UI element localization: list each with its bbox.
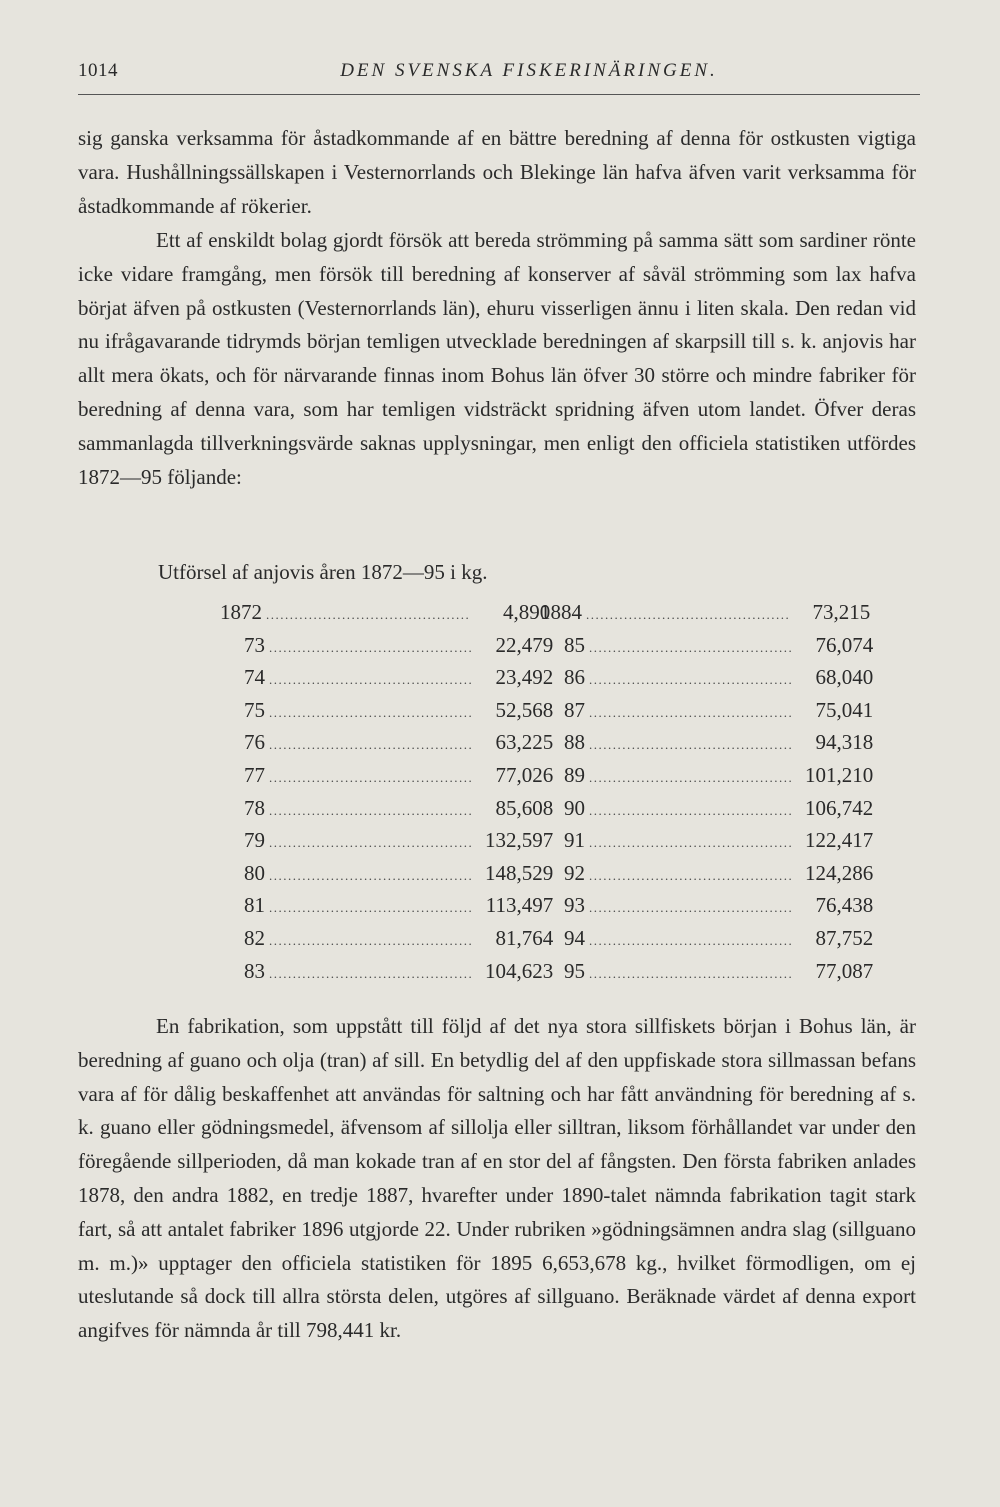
table-row — [220, 661, 554, 694]
leader-dots: ........................................... — [589, 932, 794, 948]
row-year: 83 — [244, 958, 265, 983]
row-value: 87,752 — [815, 925, 874, 950]
row-value: 77,026 — [495, 762, 554, 787]
row-value: 63,225 — [495, 730, 554, 755]
table-row — [540, 759, 874, 792]
leader-dots: ........................................... — [589, 769, 794, 785]
row-year: 76 — [244, 730, 265, 755]
table-row — [540, 661, 874, 694]
leader-dots: ........................................... — [269, 704, 474, 720]
table-row — [220, 955, 554, 988]
leader-dots: ........................................... — [589, 835, 794, 851]
table-column-left — [220, 596, 554, 987]
header-rule — [78, 94, 920, 95]
leader-dots: ........................................... — [589, 704, 794, 720]
leader-dots: ........................................... — [269, 802, 474, 818]
paragraph-1: sig ganska verksamma för åstadkommande af en bättre beredning af denna för ostkusten vigtiga vara. Hushållningssällskapen i Vesternorrlands och Blekinge län hafva äfven varit verksamma för åstadkommande af rökerier. — [78, 126, 916, 218]
row-year: 73 — [244, 632, 265, 657]
row-value: 132,597 — [485, 828, 554, 853]
paragraph-2: Ett af enskildt bolag gjordt försök att bereda strömming på samma sätt som sardiner rönte icke vidare framgång, men försök till beredning af konserver af såväl strömming som lax hafva börjat äfven på ostkusten (Vesternorrlands län), ehuru visserligen ännu i liten skala. Den redan vid nu ifrågavarande tidrymds början temligen utvecklade beredningen af skarpsill till s. k. anjovis har allt mera ökats, och för närvarande finnas inom Bohus län öfver 30 större och mindre fabriker för beredning af denna vara, som har temligen vidsträckt spridning äfven utom landet. Öfver deras sammanlagda tillverkningsvärde saknas upplysningar, men enligt den officiela statistiken utfördes 1872—95 följande: — [78, 228, 916, 489]
leader-dots: ........................................... — [589, 639, 794, 655]
leader-dots: ........................................... — [266, 607, 471, 622]
row-year: 87 — [564, 697, 585, 722]
table-row — [220, 694, 554, 727]
row-year: 81 — [244, 893, 265, 918]
running-title: DEN SVENSKA FISKERINÄRINGEN. — [340, 60, 718, 81]
row-year: 1872 — [220, 600, 262, 624]
table-column-right — [540, 596, 874, 987]
table-row — [220, 629, 554, 662]
table-row — [220, 726, 554, 759]
leader-dots: ........................................... — [269, 835, 474, 851]
table-caption: Utförsel af anjovis åren 1872—95 i kg. — [158, 560, 488, 584]
table-row — [540, 955, 874, 988]
page-number: 1014 — [78, 60, 118, 81]
row-value: 52,568 — [495, 697, 554, 722]
table-row — [540, 857, 874, 890]
row-value: 85,608 — [495, 795, 554, 820]
row-year: 95 — [564, 958, 585, 983]
row-value: 94,318 — [815, 730, 874, 755]
leader-dots: ........................................... — [589, 900, 794, 916]
row-value: 22,479 — [495, 632, 554, 657]
table-row — [220, 792, 554, 825]
row-value: 23,492 — [495, 665, 554, 690]
leader-dots: ........................................... — [269, 769, 474, 785]
row-year: 91 — [564, 828, 585, 853]
row-year: 77 — [244, 762, 265, 787]
row-value: 106,742 — [805, 795, 874, 820]
table-row — [540, 824, 874, 857]
table-row — [540, 629, 874, 662]
table-row — [540, 596, 871, 629]
leader-dots: ........................................... — [589, 802, 794, 818]
table-row — [220, 759, 554, 792]
row-year: 94 — [564, 925, 585, 950]
row-year: 88 — [564, 730, 585, 755]
row-value: 77,087 — [815, 958, 874, 983]
table-row — [540, 726, 874, 759]
table-row — [220, 922, 554, 955]
table-row — [220, 824, 554, 857]
row-year: 89 — [564, 762, 585, 787]
row-year: 78 — [244, 795, 265, 820]
paragraph-3: En fabrikation, som uppstått till följd af det nya stora sillfiskets början i Bohus län, är beredning af guano och olja (tran) af sill. En betydlig del af den uppfiskade stora sillmassan befans vara af för dålig beskaffenhet att användas för saltning och har fått användning för beredning af s. k. guano eller gödningsmedel, äfvensom af sillolja eller silltran, liksom förhållandet var under den föregående sillperioden, då man kokade tran af en stor del af fångsten. Den första fabriken anlades 1878, den andra 1882, en tredje 1887, hvarefter under 1890-talet nämnda fabrikation tagit stark fart, så att antalet fabriker 1896 utgjorde 22. Under rubriken »gödningsämnen andra slag (sillguano m. m.)» upptager den officiela statistiken för 1895 6,653,678 kg., hvilket förmodligen, om ej uteslutande så dock till allra största delen, utgöres af sillguano. Beräknade värdet af denna export angifves för nämnda år till 798,441 kr. — [78, 1014, 916, 1343]
table-row — [540, 889, 874, 922]
row-year: 82 — [244, 925, 265, 950]
row-value: 101,210 — [805, 762, 874, 787]
leader-dots: ........................................... — [269, 639, 474, 655]
row-value: 104,623 — [485, 958, 554, 983]
leader-dots: ........................................... — [586, 607, 791, 622]
leader-dots: ........................................... — [269, 672, 474, 688]
leader-dots: ........................................... — [269, 932, 474, 948]
leader-dots: ........................................... — [589, 965, 794, 981]
table-row — [220, 889, 554, 922]
row-value: 122,417 — [805, 828, 874, 853]
row-year: 93 — [564, 893, 585, 918]
row-year: 79 — [244, 828, 265, 853]
leader-dots: ........................................... — [269, 965, 474, 981]
leader-dots: ........................................... — [589, 737, 794, 753]
row-value: 76,438 — [815, 893, 874, 918]
leader-dots: ........................................... — [589, 867, 794, 883]
row-year: 80 — [244, 860, 265, 885]
table-row — [540, 694, 874, 727]
row-value: 76,074 — [815, 632, 874, 657]
table-row — [220, 857, 554, 890]
leader-dots: ........................................... — [589, 672, 794, 688]
row-value: 81,764 — [495, 925, 554, 950]
row-year: 74 — [244, 665, 265, 690]
row-value: 75,041 — [815, 697, 874, 722]
leader-dots: ........................................... — [269, 737, 474, 753]
row-value: 124,286 — [805, 860, 874, 885]
row-year: 86 — [564, 665, 585, 690]
row-value: 73,215 — [812, 600, 871, 624]
row-year: 75 — [244, 697, 265, 722]
table-row — [540, 792, 874, 825]
table-row — [540, 922, 874, 955]
row-year: 92 — [564, 860, 585, 885]
page-header — [78, 60, 920, 90]
row-value: 113,497 — [485, 893, 554, 918]
row-value: 148,529 — [485, 860, 554, 885]
row-value: 68,040 — [815, 665, 874, 690]
row-year: 90 — [564, 795, 585, 820]
leader-dots: ........................................... — [269, 867, 474, 883]
table-row — [220, 596, 551, 629]
row-year: 85 — [564, 632, 585, 657]
leader-dots: ........................................... — [269, 900, 474, 916]
row-value: 4,890 — [503, 600, 551, 624]
row-year: 1884 — [540, 600, 582, 624]
